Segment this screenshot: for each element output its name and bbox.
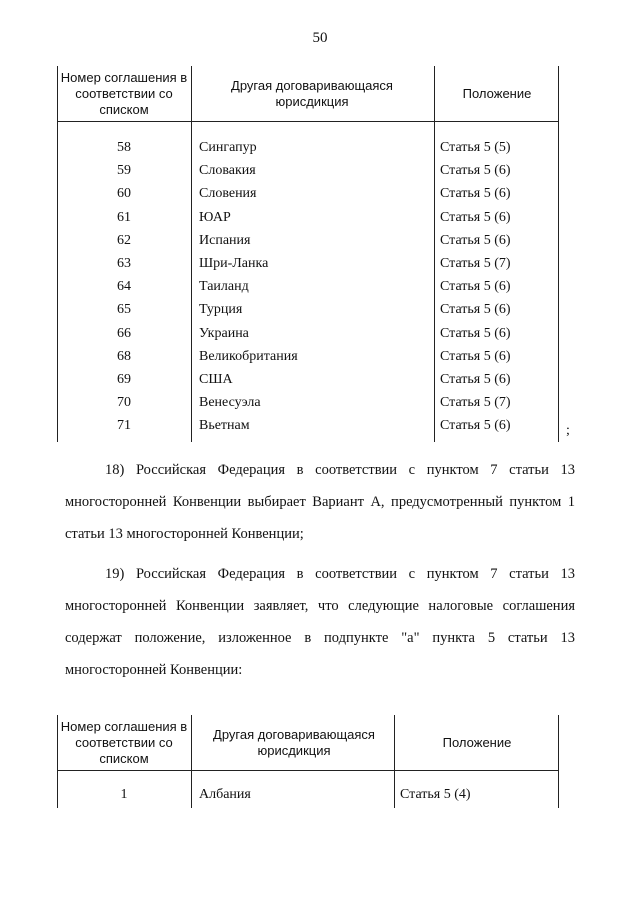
table-row: [57, 184, 559, 204]
header-agreement-number: Номер соглашения в соответствии со списком: [60, 719, 188, 766]
agreement-number: 64: [117, 279, 131, 295]
provision: Статья 5 (7): [440, 395, 511, 411]
agreement-number: 71: [117, 418, 131, 434]
provision: Статья 5 (6): [440, 372, 511, 387]
jurisdiction-name: ЮАР: [199, 209, 231, 225]
jurisdiction-name: Словения: [199, 186, 257, 202]
table-row: [57, 324, 559, 344]
table-row: [57, 300, 559, 320]
agreement-number: 69: [117, 372, 131, 387]
jurisdiction-name: Вьетнам: [199, 418, 250, 434]
jurisdiction-table-2: [57, 715, 559, 808]
agreement-number: 62: [117, 232, 131, 248]
provision: Статья 5 (6): [440, 209, 511, 225]
header-jurisdiction: Другая договаривающаяся юрисдикция: [213, 727, 375, 758]
jurisdiction-name: Венесуэла: [199, 395, 261, 411]
provision: Статья 5 (6): [440, 418, 511, 434]
table-border: [191, 715, 192, 808]
paragraph-line: многосторонней Конвенции заявляет, что следующие налоговые соглашения: [65, 598, 575, 614]
paragraph-line: 18) Российская Федерация в соответствии с пунктом 7 статьи 13: [105, 462, 575, 478]
jurisdiction-name: Испания: [199, 232, 251, 248]
table-row: [57, 370, 559, 390]
paragraph-line: 19) Российская Федерация в соответствии с пунктом 7 статьи 13: [105, 566, 575, 582]
table-row: [57, 393, 559, 413]
jurisdiction-name: США: [199, 372, 233, 387]
header-divider: [57, 121, 559, 122]
provision: Статья 5 (6): [440, 302, 511, 318]
header-agreement-number: Номер соглашения в соответствии со списком: [60, 70, 188, 117]
table-border: [558, 715, 559, 808]
table-border: [394, 715, 395, 808]
provision: Статья 5 (6): [440, 348, 511, 364]
provision: Статья 5 (5): [440, 140, 511, 155]
paragraph-18: [65, 454, 575, 550]
provision: Статья 5 (6): [440, 279, 511, 295]
jurisdiction-name: Турция: [199, 302, 243, 318]
paragraph-line: многосторонней Конвенции:: [65, 662, 243, 678]
paragraph-line: статьи 13 многосторонней Конвенции;: [65, 526, 304, 542]
agreement-number: 60: [117, 186, 131, 202]
jurisdiction-name: Таиланд: [199, 279, 249, 295]
provision: Статья 5 (7): [440, 256, 511, 271]
provision: Статья 5 (6): [440, 163, 511, 179]
jurisdiction-name: Сингапур: [199, 140, 257, 155]
agreement-number: 63: [117, 256, 131, 271]
jurisdiction-name: Шри-Ланка: [199, 256, 269, 271]
jurisdiction-table-1: [57, 66, 559, 442]
provision: Статья 5 (4): [400, 787, 471, 802]
table-row: [57, 208, 559, 228]
provision: Статья 5 (6): [440, 186, 511, 202]
agreement-number: 66: [117, 325, 131, 341]
jurisdiction-name: Украина: [199, 325, 249, 341]
agreement-number: 65: [117, 302, 131, 318]
table-row: [57, 138, 559, 158]
provision: Статья 5 (6): [440, 325, 511, 341]
agreement-number: 59: [117, 163, 131, 179]
agreement-number: 58: [117, 140, 131, 155]
table-row: [57, 277, 559, 297]
header-provision: Положение: [442, 735, 512, 750]
paragraph-line: содержат положение, изложенное в подпункте "а" пункта 5 статьи 13: [65, 630, 575, 646]
provision: Статья 5 (6): [440, 232, 511, 248]
jurisdiction-name: Великобритания: [199, 348, 298, 364]
agreement-number: 70: [117, 395, 131, 411]
page-number: 50: [312, 30, 328, 46]
table-row: [57, 161, 559, 181]
table-row: [57, 347, 559, 367]
jurisdiction-name: Словакия: [199, 163, 256, 179]
table-row: [57, 416, 559, 436]
paragraph-19: [65, 558, 575, 686]
table-row: [57, 254, 559, 274]
paragraph-line: многосторонней Конвенции выбирает Вариант А, предусмотренный пунктом 1: [65, 494, 575, 510]
agreement-number: 61: [117, 209, 131, 225]
jurisdiction-name: Албания: [199, 787, 251, 802]
agreement-number: 68: [117, 348, 131, 364]
header-provision: Положение: [462, 86, 532, 101]
header-jurisdiction: Другая договаривающаяся юрисдикция: [231, 78, 393, 109]
agreement-number: 1: [120, 787, 128, 802]
header-divider: [57, 770, 559, 771]
trailing-semicolon: ;: [566, 423, 570, 438]
table-row: [57, 231, 559, 251]
